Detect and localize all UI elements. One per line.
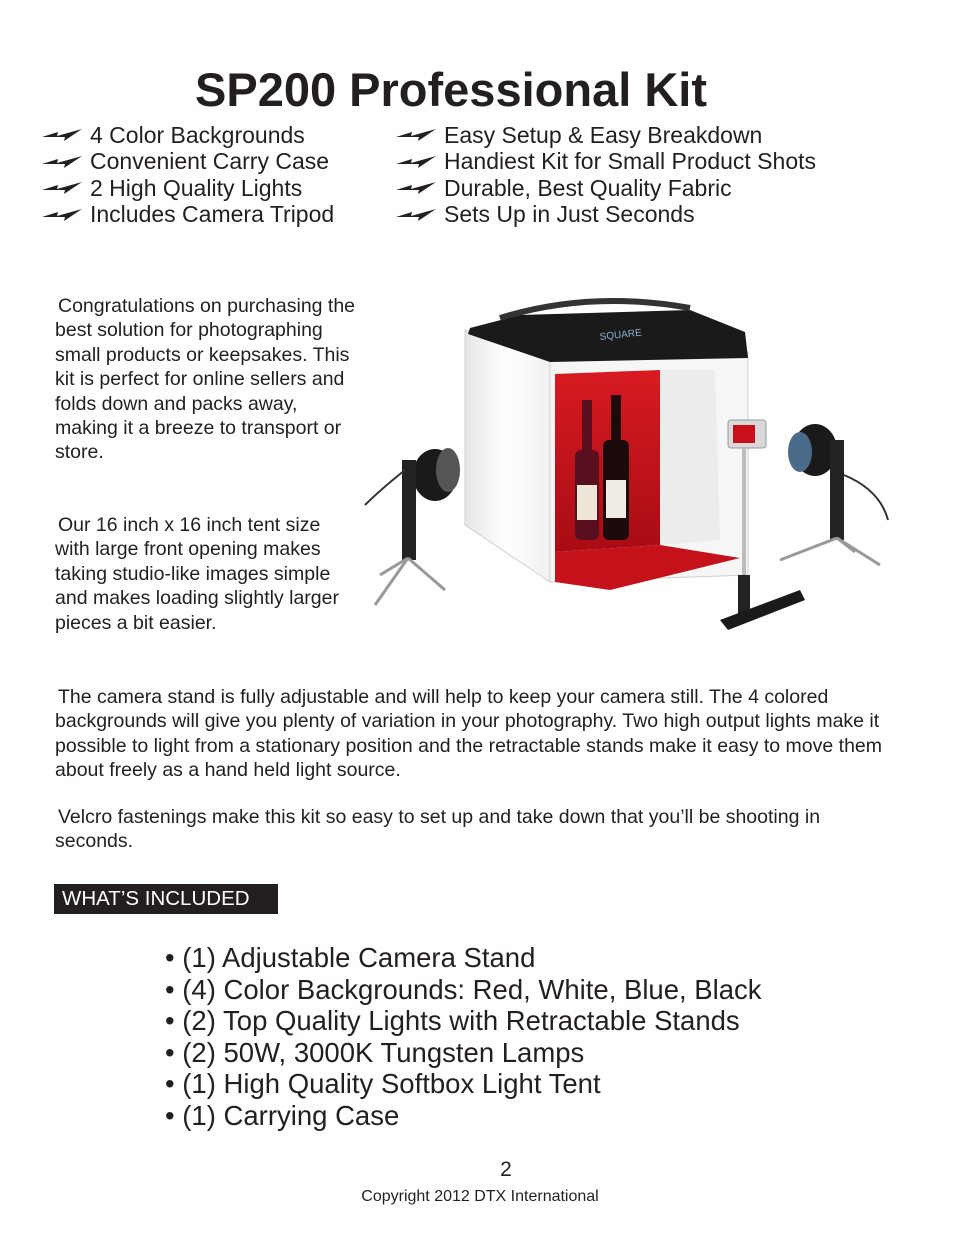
right-light [780,424,888,565]
copyright-notice: Copyright 2012 DTX International [361,1188,599,1205]
feature-item [396,149,816,176]
lightning-bolt-icon [396,127,436,143]
list-item: • (1) Carrying Case [165,1099,400,1131]
tent-size-paragraph [55,513,360,635]
feature-item [396,202,816,229]
feature-label: 2 High Quality Lights [90,174,303,201]
feature-item [42,149,334,176]
list-item: • (1) High Quality Softbox Light Tent [165,1068,601,1099]
page-number: 2 [500,1158,512,1181]
feature-item [42,175,334,202]
list-item: • (2) Top Quality Lights with Retractable Stands [165,1005,740,1036]
bag-brand-label: SQUARE [599,327,643,343]
camera-stand-text: The camera stand is fully adjustable and will help to keep your camera still. The 4 colored backgrounds will give you plenty of variation in your photography. Two high output lights make it possible to light from a stationary position and the retractable stands make it easy to move them about freely as a hand held light source. [55,686,883,782]
feature-list-left [42,122,334,228]
list-item: • (1) Adjustable Camera Stand [165,942,536,973]
feature-item [396,122,816,149]
left-light [365,448,460,605]
intro-text: Congratulations on purchasing the best solution for photographing small products or keepsakes. This kit is perfect for online sellers and folds down and packs away, making it a breeze to transport or store. [55,295,356,464]
section-label-whats-included: WHAT’S INCLUDED [54,884,278,914]
feature-label: Handiest Kit for Small Product Shots [444,148,816,175]
feature-item [396,175,816,202]
page-title: SP200 Professional Kit [195,63,707,116]
lightning-bolt-icon [42,127,82,143]
velcro-text: Velcro fastenings make this kit so easy to set up and take down that you’ll be shooting in seconds. [55,806,821,853]
feature-label: Convenient Carry Case [90,148,330,175]
lightning-bolt-icon [42,207,82,223]
feature-item [42,122,334,149]
feature-label: Includes Camera Tripod [90,201,335,228]
list-item: • (2) 50W, 3000K Tungsten Lamps [165,1036,585,1068]
velcro-paragraph [55,805,895,854]
feature-label: Sets Up in Just Seconds [444,201,695,228]
feature-item [42,202,334,229]
list-item: • (4) Color Backgrounds: Red, White, Blue, Black [165,973,762,1005]
feature-label: Easy Setup & Easy Breakdown [444,121,763,148]
lightning-bolt-icon [396,207,436,223]
included-items-list [165,942,762,1131]
lightning-bolt-icon [42,154,82,170]
feature-list-right [396,122,816,228]
lightning-bolt-icon [396,180,436,196]
lightning-bolt-icon [42,180,82,196]
feature-label: 4 Color Backgrounds [90,121,305,148]
camera-stand-paragraph [55,685,895,783]
intro-paragraph [55,294,360,465]
product-photo [360,290,900,650]
lightning-bolt-icon [396,154,436,170]
tent-size-text: Our 16 inch x 16 inch tent size with large front opening makes taking studio-like images simple and makes loading slightly larger pieces a bit easier. [55,514,339,634]
feature-label: Durable, Best Quality Fabric [444,174,732,201]
